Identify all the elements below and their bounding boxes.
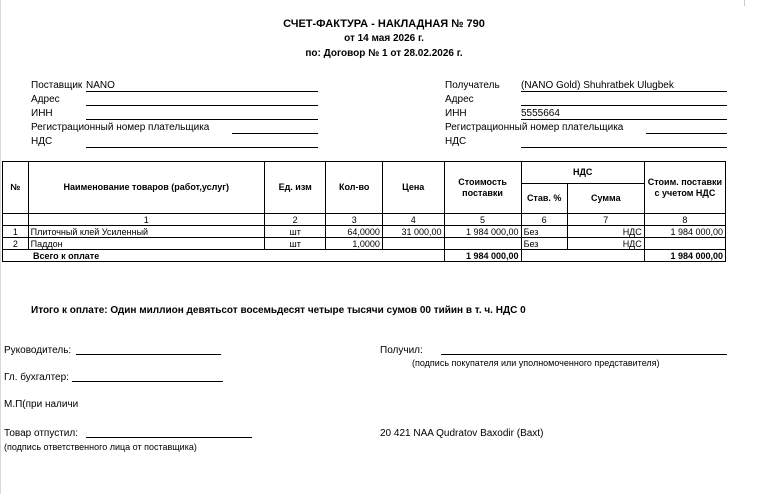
row-total <box>644 238 725 250</box>
header-unit: Ед. изм <box>264 162 326 214</box>
total-label: Всего к оплате <box>3 250 445 262</box>
supplier-inn-label: ИНН <box>31 108 53 119</box>
items-table <box>2 161 726 262</box>
receiver-inn: 5555664 <box>521 108 560 119</box>
column-number: 3 <box>326 214 382 226</box>
released-signature-line[interactable] <box>86 437 252 438</box>
supplier-inn-line <box>86 119 318 120</box>
row-price <box>382 238 444 250</box>
accountant-label: Гл. бухгалтер: <box>4 372 69 383</box>
receiver-name-line <box>521 91 727 92</box>
receiver-address-line <box>521 105 727 106</box>
column-gridline <box>744 0 745 6</box>
receiver-reg-label: Регистрационный номер плательщика <box>445 122 624 133</box>
row-num: 1 <box>3 226 29 238</box>
header-num: № <box>3 162 29 214</box>
column-number: 1 <box>28 214 264 226</box>
supplier-reg-line <box>232 133 318 134</box>
released-note: (подпись ответственного лица от поставщика) <box>4 442 197 452</box>
total-vat-blank <box>521 250 644 262</box>
row-qty: 64,0000 <box>326 226 382 238</box>
invoice-date: от 14 мая 2026 г. <box>344 33 424 44</box>
row-cost: 1 984 000,00 <box>444 226 521 238</box>
received-label: Получил: <box>380 345 423 356</box>
row-vat-rate: Без <box>521 238 567 250</box>
header-cost: Стоимость поставки <box>444 162 521 214</box>
row-unit: шт <box>264 238 326 250</box>
column-number-blank <box>3 214 29 226</box>
header-name: Наименование товаров (работ,услуг) <box>28 162 264 214</box>
invoice-contract: по: Договор № 1 от 28.02.2026 г. <box>305 48 463 59</box>
receiver-inn-line <box>521 119 727 120</box>
header-vat-sum: Сумма <box>567 184 644 214</box>
row-cost <box>444 238 521 250</box>
total-cost: 1 984 000,00 <box>444 250 521 262</box>
invoice-title: СЧЕТ-ФАКТУРА - НАКЛАДНАЯ № 790 <box>283 18 485 30</box>
supplier-vat-line <box>86 147 318 148</box>
supplier-address-line <box>86 105 318 106</box>
receiver-vat-line <box>521 147 727 148</box>
row-name: Паддон <box>28 238 264 250</box>
receiver-label: Получатель <box>445 80 500 91</box>
column-number-row <box>3 214 726 226</box>
row-vat-sum: НДС <box>567 238 644 250</box>
column-number: 2 <box>264 214 326 226</box>
supplier-address-label: Адрес <box>31 94 60 105</box>
accountant-signature-line[interactable] <box>72 381 223 382</box>
row-num: 2 <box>3 238 29 250</box>
column-number: 7 <box>567 214 644 226</box>
column-number: 6 <box>521 214 567 226</box>
supplier-name: NANO <box>86 80 115 91</box>
supplier-vat-label: НДС <box>31 136 53 147</box>
column-number: 8 <box>644 214 725 226</box>
row-vat-sum: НДС <box>567 226 644 238</box>
stamp-label: М.П(при наличи <box>4 399 79 410</box>
header-price: Цена <box>382 162 444 214</box>
header-total: Стоим. поставки с учетом НДС <box>644 162 725 214</box>
row-total: 1 984 000,00 <box>644 226 725 238</box>
header-vat-rate: Став. % <box>521 184 567 214</box>
total-row <box>3 250 726 262</box>
director-label: Руководитель: <box>4 345 72 356</box>
column-number: 4 <box>382 214 444 226</box>
receiver-address-label: Адрес <box>445 94 474 105</box>
supplier-label: Поставщик <box>31 80 83 91</box>
row-vat-rate: Без <box>521 226 567 238</box>
receiver-inn-label: ИНН <box>445 108 467 119</box>
received-signature-line[interactable] <box>441 354 727 355</box>
director-signature-line[interactable] <box>76 354 221 355</box>
receiver-reg-line <box>646 133 727 134</box>
table-row <box>3 238 726 250</box>
receiver-name: (NANO Gold) Shuhratbek Ulugbek <box>521 80 674 91</box>
row-name: Плиточный клей Усиленный <box>28 226 264 238</box>
received-value: 20 421 NAA Qudratov Baxodir (Baxt) <box>380 428 544 439</box>
header-vat-group: НДС <box>521 162 644 184</box>
supplier-reg-label: Регистрационный номер плательщика <box>31 122 210 133</box>
row-qty: 1,0000 <box>326 238 382 250</box>
header-qty: Кол-во <box>326 162 382 214</box>
column-number: 5 <box>444 214 521 226</box>
receiver-vat-label: НДС <box>445 136 467 147</box>
amount-in-words: Итого к оплате: Один миллион девятьсот восемьдесят четыре тысячи сумов 00 тийин в т. ч. НДС 0 <box>31 305 526 316</box>
received-note: (подпись покупателя или уполномоченного представителя) <box>412 358 660 368</box>
released-label: Товар отпустил: <box>4 428 78 439</box>
total-sum: 1 984 000,00 <box>644 250 725 262</box>
supplier-name-line <box>86 91 318 92</box>
table-row <box>3 226 726 238</box>
row-price: 31 000,00 <box>382 226 444 238</box>
row-unit: шт <box>264 226 326 238</box>
sheet-left-gridline <box>0 0 1 494</box>
